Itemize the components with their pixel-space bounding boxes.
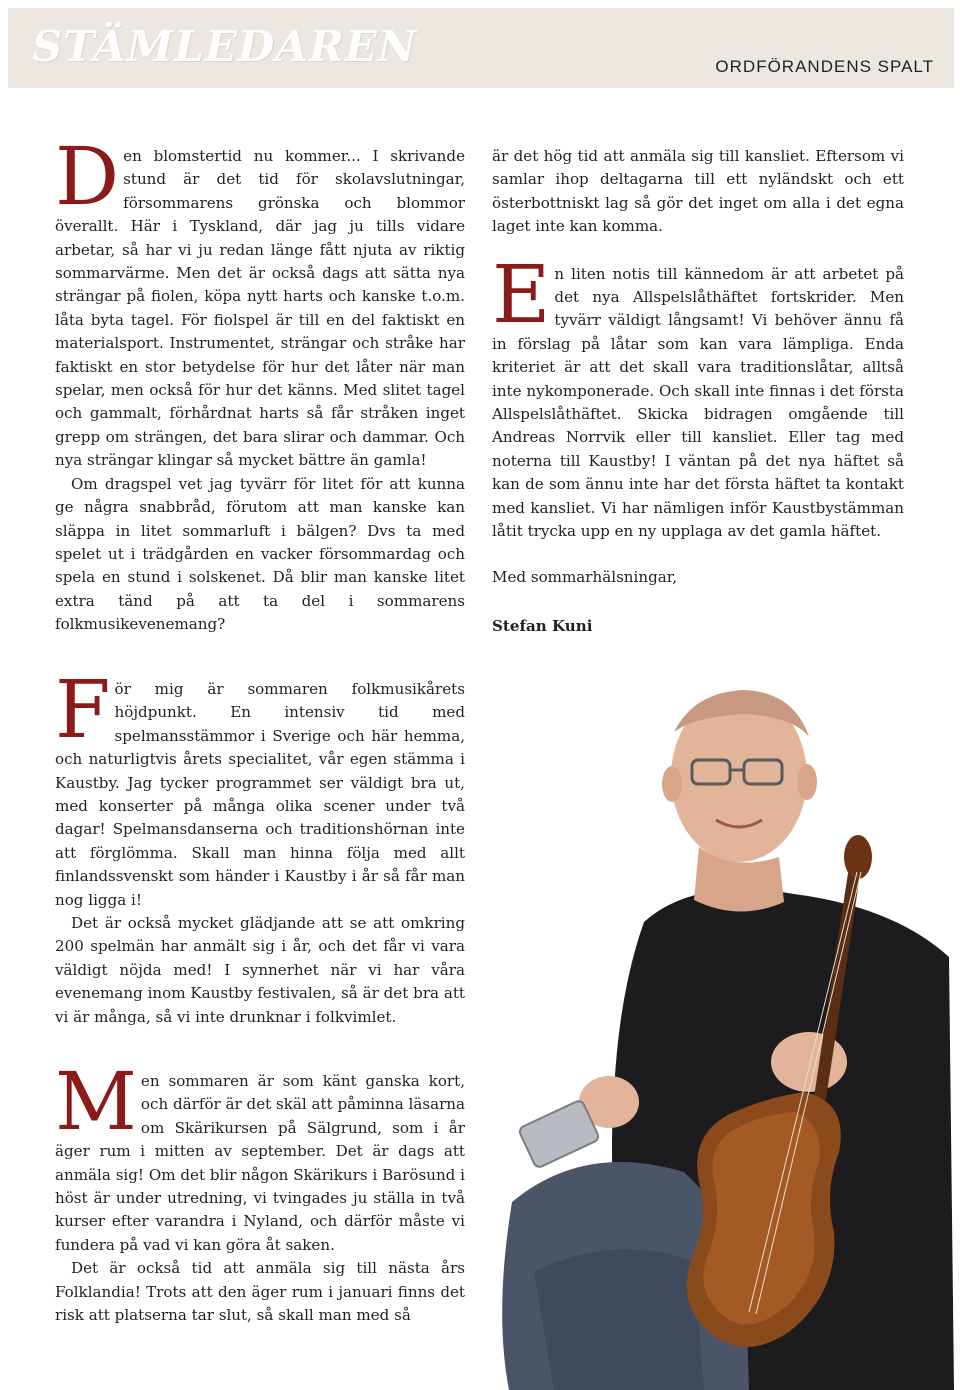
- festival-text-1: ör mig är sommaren folkmusikårets höjdpunkt. En intensiv tid med spelmansstämmor i Sverige och här hemma, och naturligtvis årets specialitet, vår egen stämma i Kaustby. Jag tycker programmet ser väldigt bra ut, med konserter på många olika scener under två dagar! Spelmansdanserna och traditionshörnan inte att förglömma. Skall man hinna följa med allt finlandssvenskt som händer i Kaustby i år så får man nog ligga i!: [55, 680, 465, 909]
- dropcap-d: D: [55, 130, 120, 223]
- intro-article: [55, 130, 465, 637]
- course-article: [55, 1055, 466, 1327]
- right-column: [492, 145, 904, 638]
- author-signature: Stefan Kuni: [492, 616, 593, 635]
- closing-greeting: Med sommarhälsningar,: [492, 567, 678, 586]
- dropcap-m: M: [55, 1055, 137, 1148]
- dropcap-e: E: [492, 247, 551, 341]
- right-text-2: n liten notis till kännedom är att arbetet på det nya Allspelslåthäftet fortskrider. Men tyvärr väldigt långsamt! Vi behöver ännu få in förslag på låtar som kan vara lämpliga. Enda kriteriet är att det skall vara traditionslåtar, alltså inte nykomponerade. Och skall inte finnas i det första Allspelslåthäftet. Skicka bidragen omgående till Andreas Norrvik eller till kansliet. Eller tag med noterna till Kaustby! I väntan på det nya häftet så kan de som ännu inte har det första häftet ta kontakt med kansliet. Vi har nämligen inför Kaustbystämman låtit trycka upp en ny upplaga av det gamla häftet.: [492, 264, 904, 541]
- dropcap-f: F: [55, 663, 111, 756]
- course-text-1: en sommaren är som känt ganska kort, och därför är det skäl att påminna läsarna om Skärikursen på Sälgrund, som i år äger rum i mitten av september. Det är dags att anmäla sig! Om det blir någon Skärikurs i Barösund i höst är under utredning, vi tvingades ju ställa in två kurser efter varandra i Nyland, och därför måste vi fundera på vad vi kan göra åt saken.: [55, 1072, 466, 1254]
- festival-paragraph-1: [55, 663, 465, 912]
- author-photo: [494, 672, 954, 1390]
- intro-paragraph-1: [55, 130, 465, 473]
- section-label: ORDFÖRANDENS SPALT: [715, 57, 934, 76]
- right-paragraph-1: är det hög tid att anmäla sig till kansliet. Eftersom vi samlar ihop deltagarna till ett nyländskt och ett österbottniskt lag så gör det inget om alla i det egna laget inte kan komma.: [492, 147, 904, 236]
- page-number: 3: [944, 1369, 952, 1385]
- masthead-title: STÄMLEDAREN: [32, 22, 418, 71]
- intro-paragraph-2: Om dragspel vet jag tyvärr för litet för att kunna ge några snabbråd, förutom att man kanske kan släppa in litet sommarluft i bälgen? Dvs ta med spelet ut i trädgården en vacker försommardag och spela en stund i solskenet. Då blir man kanske litet extra tänd på att ta del i sommarens folkmusikevenemang?: [55, 474, 465, 634]
- festival-article: [55, 663, 465, 1029]
- intro-text-1: en blomstertid nu kommer... I skrivande stund är det tid för skolavslutningar, försommarens grönska och blommor överallt. Här i Tyskland, där jag ju tills vidare arbetar, så har vi ju redan länge fått njuta av riktig sommarvärme. Men det är också dags att sätta nya strängar på fiolen, köpa nytt harts och kanske t.o.m. låta byta tagel. För fiolspel är till en del faktiskt en materialsport. Instrumentet, strängar och stråke har faktiskt en stor betydelse för hur det låter när man spelar, men också för hur det känns. Med slitet tagel och gammalt, förhårdnat harts så får stråken inget grepp om strängen, det bara slirar och dammar. Och nya strängar klingar så mycket bättre än gamla!: [55, 147, 465, 470]
- header-bar: [8, 8, 954, 88]
- course-paragraph-2: Det är också tid att anmäla sig till nästa års Folklandia! Trots att den äger rum i januari finns det risk att platserna tar slut, så skall man med så: [55, 1259, 465, 1325]
- festival-paragraph-2: Det är också mycket glädjande att se att omkring 200 spelmän har anmält sig i år, och det får vi vara väldigt nöjda med! I synnerhet när vi har våra evenemang inom Kaustby festivalen, så är det bra att vi är många, så vi inte drunknar i folkvimlet.: [55, 914, 465, 1026]
- right-paragraph-2: [492, 247, 904, 544]
- course-paragraph-1: [55, 1055, 466, 1257]
